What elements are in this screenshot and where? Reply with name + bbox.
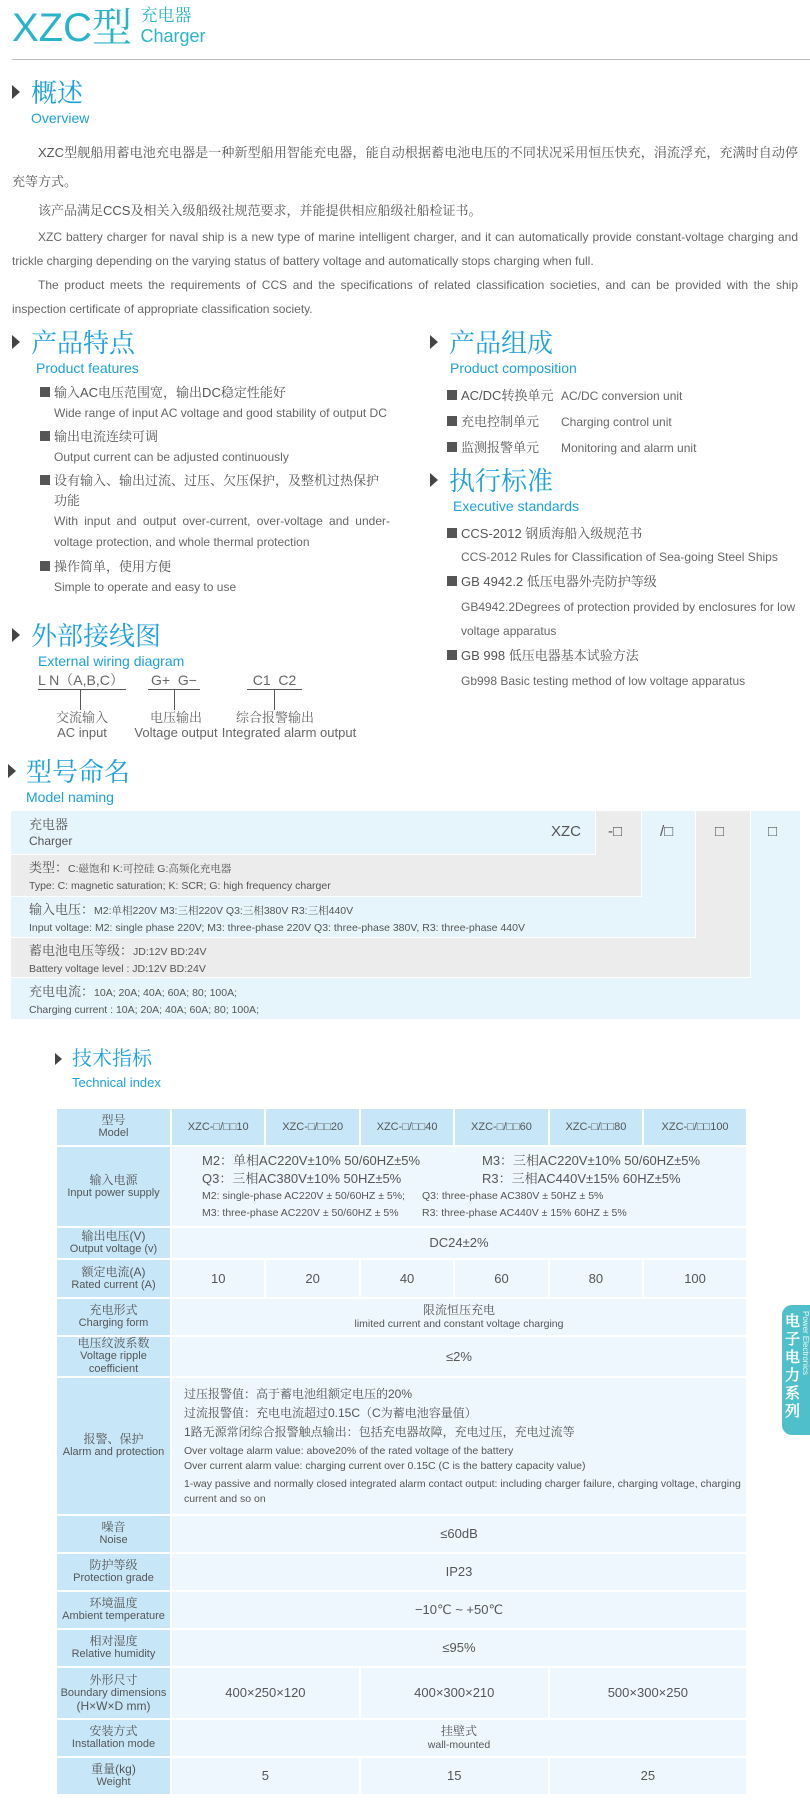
header-divider: [12, 59, 810, 60]
bullet-arrow-icon: [12, 335, 20, 349]
tech-rated-values-3: 60: [455, 1260, 547, 1297]
feature-item: [40, 427, 390, 467]
standards-title: 执行标准: [449, 466, 554, 496]
composition-item: [447, 383, 797, 409]
composition-subtitle: Product composition: [450, 360, 577, 376]
tech-alarm-lines_en-0: Over voltage alarm value: above20% of the rated voltage of the battery: [184, 1445, 514, 1457]
standard-item: [447, 522, 799, 569]
tech-ripple-value: ≤2%: [172, 1337, 746, 1376]
features-list: [40, 383, 390, 597]
tech-dims-values-1: 400×300×210: [361, 1668, 548, 1718]
tech-noise-cn: 噪音: [101, 1520, 126, 1534]
square-bullet-icon: [447, 416, 457, 426]
table-row: [57, 1516, 746, 1552]
table-row: [57, 1554, 746, 1590]
tech-weight-values-1: 15: [361, 1758, 548, 1794]
tech-install-value_cn: 挂壁式: [440, 1724, 477, 1738]
table-row: [57, 1592, 746, 1628]
standard-cn: GB 4942.2 低压电器外壳防护等级: [461, 574, 657, 589]
tech-rated-values-5: 100: [644, 1260, 746, 1297]
naming-rows-1-en: Type: C: magnetic saturation; K: SCR; G: high frequency charger: [29, 880, 331, 892]
tech-rated-values-2: 40: [361, 1260, 453, 1297]
square-bullet-icon: [40, 387, 50, 397]
wiring-group: [38, 672, 126, 741]
table-row: [57, 1720, 746, 1756]
standard-en: CCS-2012 Rules for Classification of Sea-going Steel Ships: [461, 550, 778, 564]
tech-charging-value_cn: 限流恒压充电: [422, 1303, 495, 1317]
tech-protection-en: Protection grade: [73, 1572, 154, 1584]
table-row: [57, 1228, 746, 1258]
side-tab[interactable]: [782, 1305, 810, 1435]
tech-subtitle: Technical index: [72, 1075, 161, 1090]
tech-output-cn: 输出电压(V): [81, 1229, 146, 1243]
naming-rows-3-cn_val: JD:12V BD:24V: [133, 946, 207, 958]
tech-input-en: Input power supply: [67, 1186, 160, 1199]
standards-subtitle: Executive standards: [453, 498, 580, 514]
tech-install-cn: 安装方式: [89, 1724, 138, 1738]
wiring-cn: 交流输入: [55, 710, 108, 725]
tech-input-cn: 输入电源: [89, 1172, 138, 1187]
tech-input-e2a: M3: three-phase AC220V ± 50/60HZ ± 5%: [202, 1206, 399, 1219]
composition-title: 产品组成: [449, 328, 554, 358]
tech-input-l1b: M3：三相AC220V±10% 50/60HZ±5%: [482, 1152, 701, 1168]
wiring-terminals: G+ G−: [151, 672, 197, 688]
tech-noise-value: ≤60dB: [172, 1516, 746, 1552]
tech-input-e1b: Q3: three-phase AC380V ± 50HZ ± 5%: [422, 1189, 604, 1202]
naming-rows-3-en: Battery voltage level : JD:12V BD:24V: [29, 963, 206, 975]
tech-rated-values-1: 20: [266, 1260, 358, 1297]
composition-item: [447, 435, 797, 461]
tech-weight-cn: 重量(kg): [91, 1762, 136, 1776]
square-bullet-icon: [40, 431, 50, 441]
tech-model-en: Model: [98, 1127, 129, 1139]
tech-title: 技术指标: [72, 1048, 152, 1070]
wiring-title: 外部接线图: [31, 621, 162, 651]
tech-weight-en: Weight: [96, 1776, 131, 1788]
standards-list: [447, 522, 799, 693]
bullet-arrow-icon: [8, 764, 16, 778]
table-row: [57, 1260, 746, 1297]
tech-input-e2b: R3: three-phase AC440V ± 15% 60HZ ± 5%: [422, 1206, 627, 1219]
wiring-terminals: L N（A,B,C）: [38, 672, 124, 688]
table-row: [57, 1299, 746, 1335]
wiring-group: [134, 672, 218, 741]
square-bullet-icon: [40, 561, 50, 571]
naming-rows-0-cn: 充电器: [29, 817, 69, 832]
naming-table: [11, 811, 800, 1019]
side-tab-en: Power Electronics: [801, 1311, 810, 1376]
standard-item: [447, 569, 799, 643]
tech-humidity-value: ≤95%: [172, 1630, 746, 1666]
tech-rated-cn: 额定电流(A): [81, 1264, 146, 1279]
tech-charging-en: Charging form: [78, 1317, 149, 1329]
tech-protection-cn: 防护等级: [89, 1558, 138, 1572]
tech-humidity-cn: 相对湿度: [89, 1634, 138, 1648]
square-bullet-icon: [447, 390, 457, 400]
side-tab-cn: 电子电力系列: [785, 1313, 801, 1420]
wiring-subtitle: External wiring diagram: [38, 653, 185, 669]
tech-dims-values-0: 400×250×120: [172, 1668, 359, 1718]
composition-en: AC/DC conversion unit: [561, 389, 683, 403]
naming-slot: □: [715, 823, 725, 840]
naming-rows-2-cn_val: M2:单相220V M3:三相220V Q3:三相380V R3:三相440V: [94, 905, 354, 917]
square-bullet-icon: [447, 528, 457, 538]
tech-output-en: Output voltage (v): [69, 1243, 158, 1255]
naming-slot: /□: [660, 823, 674, 840]
tech-dims-en2: (H×W×D mm): [76, 1698, 151, 1713]
naming-rows-4-cn_val: 10A; 20A; 40A; 60A; 80; 100A;: [94, 987, 238, 999]
tech-alarm-cn: 报警、保护: [83, 1432, 144, 1446]
table-row: [57, 1668, 746, 1718]
naming-row-battery: [11, 942, 207, 978]
tech-alarm-en: Alarm and protection: [62, 1446, 165, 1458]
tech-ambient-cn: 环境温度: [89, 1596, 138, 1610]
naming-rows-1-cn: 类型：: [29, 860, 69, 875]
tech-install-value_en: wall-mounted: [427, 1739, 491, 1751]
naming-slot: -□: [608, 823, 623, 840]
tech-rated-en: Rated current (A): [71, 1278, 156, 1291]
composition-cn: 监测报警单元: [461, 440, 540, 455]
tech-rated-values-0: 10: [172, 1260, 264, 1297]
feature-cn: 输出电流连续可调: [54, 429, 159, 444]
composition-cn: 充电控制单元: [461, 414, 540, 429]
wiring-en: Integrated alarm output: [221, 725, 357, 740]
naming-row-type: [11, 859, 331, 895]
tech-weight-values-0: 5: [172, 1758, 359, 1794]
bullet-arrow-icon: [12, 85, 20, 99]
naming-subtitle: Model naming: [26, 789, 114, 805]
tech-ripple-en: Voltage ripple coefficient: [80, 1350, 147, 1375]
tech-model-values-4: XZC-□/□□80: [550, 1109, 642, 1145]
overview-p4: The product meets the requirements of CCS and the specifications of related classification societies, and can be provided with the ship inspection certificate of appropriate classification society.: [12, 278, 798, 316]
tech-noise-en: Noise: [99, 1534, 128, 1546]
features-subtitle: Product features: [36, 360, 139, 376]
tech-charging-value_en: limited current and constant voltage charging: [354, 1318, 564, 1330]
feature-en: Wide range of input AC voltage and good stability of output DC: [54, 406, 387, 420]
table-row: [57, 1758, 746, 1794]
table-row: [57, 1147, 746, 1226]
composition-cn: AC/DC转换单元: [461, 388, 554, 403]
feature-en: Output current can be adjusted continuously: [54, 450, 289, 464]
bullet-arrow-icon: [55, 1053, 62, 1065]
wiring-group: [221, 672, 357, 741]
naming-row-current: [11, 983, 259, 1019]
overview-p1: XZC型舰船用蓄电池充电器是一种新型船用智能充电器，能自动根据蓄电池电压的不同状况采用恒压快充，涓流浮充，充满时自动停充等方式。: [12, 145, 798, 189]
tech-ambient-value: −10℃ ~ +50℃: [172, 1592, 746, 1628]
naming-rows-2-en: Input voltage: M2: single phase 220V; M3: three-phase 220V Q3: three-phase 380V, R3: three-phase 440V: [29, 922, 525, 934]
feature-item: [40, 557, 390, 597]
tech-model-values-0: XZC-□/□□10: [172, 1109, 264, 1145]
tech-charging-cn: 充电形式: [89, 1303, 138, 1317]
naming-rows-2-cn: 输入电压：: [29, 902, 95, 917]
naming-code: XZC: [551, 823, 581, 840]
feature-cn: 输入AC电压范围宽，输出DC稳定性能好: [54, 385, 286, 400]
overview-subtitle: Overview: [31, 110, 90, 126]
tech-install-en: Installation mode: [71, 1738, 156, 1750]
standard-en: Gb998 Basic testing method of low voltage apparatus: [461, 674, 746, 688]
square-bullet-icon: [447, 576, 457, 586]
composition-en: Charging control unit: [561, 415, 672, 429]
wiring-en: AC input: [57, 725, 107, 740]
naming-rows-4-cn: 充电电流：: [29, 984, 95, 999]
square-bullet-icon: [447, 442, 457, 452]
square-bullet-icon: [447, 650, 457, 660]
naming-title: 型号命名: [26, 757, 131, 787]
naming-rows-4-en: Charging current : 10A; 20A; 40A; 60A; 80; 100A;: [29, 1004, 259, 1016]
header-model: XZC型: [12, 6, 132, 50]
standard-cn: GB 998 低压电器基本试验方法: [461, 648, 639, 663]
tech-alarm-lines_en-2: 1-way passive and normally closed integrated alarm contact output: including charger failure, charging voltage, charging current and so on: [184, 1478, 741, 1505]
tech-output-value: DC24±2%: [172, 1228, 746, 1258]
overview-p3: XZC battery charger for naval ship is a new type of marine intelligent charger, and it can automatically provide constant-voltage charging and trickle charging depending on the varying status of battery voltage and automatically stops charging when full.: [12, 230, 798, 268]
standard-en: GB4942.2Degrees of protection provided by enclosures for low voltage apparatus: [461, 600, 796, 638]
tech-protection-value: IP23: [172, 1554, 746, 1590]
feature-cn: 操作简单，使用方便: [54, 559, 172, 574]
bullet-arrow-icon: [430, 335, 438, 349]
wiring-en: Voltage output: [134, 725, 218, 740]
feature-en: With input and output over-current, over-voltage and under-voltage protection, and whole thermal protection: [54, 514, 390, 549]
naming-rows-3-cn: 蓄电池电压等级：: [29, 943, 134, 958]
table-row: [57, 1378, 746, 1514]
feature-item: [40, 383, 390, 423]
wiring-cn: 综合报警输出: [235, 710, 314, 725]
tech-model-values-1: XZC-□/□□20: [266, 1109, 358, 1145]
tech-model-values-5: XZC-□/□□100: [644, 1109, 746, 1145]
tech-rated-values-4: 80: [550, 1260, 642, 1297]
tech-input-e1a: M2: single-phase AC220V ± 50/60HZ ± 5%;: [202, 1189, 405, 1202]
composition-en: Monitoring and alarm unit: [561, 441, 697, 455]
feature-item: [40, 471, 390, 553]
overview-title: 概述: [31, 78, 84, 108]
feature-cn: 设有输入、输出过流、过压、欠压保护，及整机过热保护功能: [54, 473, 380, 508]
wiring-cn: 电压输出: [149, 710, 202, 725]
tech-dims-values-2: 500×300×250: [550, 1668, 746, 1718]
header-cn: 充电器: [140, 6, 192, 25]
naming-row-input: [11, 901, 525, 937]
overview-p2: 该产品满足CCS及相关入级船级社规范要求，并能提供相应船级社船检证书。: [38, 203, 482, 218]
feature-en: Simple to operate and easy to use: [54, 580, 237, 594]
composition-list: [447, 383, 797, 461]
tech-ambient-en: Ambient temperature: [62, 1610, 165, 1622]
tech-alarm-lines_cn-1: 过流报警值：充电电流超过0.15C（C为蓄电池容量值）: [184, 1406, 477, 1420]
header: [12, 6, 205, 50]
header-en: Charger: [140, 26, 206, 46]
tech-table: [55, 1107, 748, 1796]
tech-humidity-en: Relative humidity: [71, 1648, 156, 1660]
table-row: [57, 1337, 746, 1376]
bullet-arrow-icon: [430, 473, 438, 487]
tech-alarm-lines_cn-2: 1路无源常闭综合报警触点输出：包括充电器故障，充电过压，充电过流等: [184, 1425, 575, 1439]
naming-slot: □: [768, 823, 778, 840]
composition-item: [447, 409, 797, 435]
tech-input-l2a: Q3：三相AC380V±10% 50HZ±5%: [202, 1170, 402, 1186]
wiring-terminals: C1 C2: [252, 672, 297, 688]
tech-dims-cn: 外形尺寸: [89, 1672, 138, 1687]
standard-cn: CCS-2012 钢质海船入级规范书: [461, 526, 643, 541]
table-row: [57, 1109, 746, 1145]
features-title: 产品特点: [31, 328, 136, 358]
tech-model-cn: 型号: [101, 1113, 126, 1127]
tech-input-l2b: R3：三相AC440V±15% 60HZ±5%: [482, 1170, 681, 1186]
naming-rows-0-en: Charger: [29, 834, 73, 848]
tech-ripple-cn: 电压纹波系数: [77, 1336, 150, 1350]
standard-item: [447, 643, 799, 693]
tech-model-values-2: XZC-□/□□40: [361, 1109, 453, 1145]
tech-model-values-3: XZC-□/□□60: [455, 1109, 547, 1145]
square-bullet-icon: [40, 475, 50, 485]
bullet-arrow-icon: [12, 628, 20, 642]
tech-alarm-lines_cn-0: 过压报警值：高于蓄电池组额定电压的20%: [184, 1387, 413, 1401]
tech-weight-values-2: 25: [550, 1758, 746, 1794]
tech-dims-en: Boundary dimensions: [60, 1686, 167, 1699]
tech-alarm-lines_en-1: Over current alarm value: charging current over 0.15C (C is the battery capacity value): [184, 1460, 586, 1472]
tech-input-l1a: M2：单相AC220V±10% 50/60HZ±5%: [202, 1152, 421, 1168]
naming-rows-1-cn_val: C:磁饱和 K:可控硅 G:高频化充电器: [68, 863, 232, 875]
naming-row-charger: [11, 816, 72, 850]
table-row: [57, 1630, 746, 1666]
